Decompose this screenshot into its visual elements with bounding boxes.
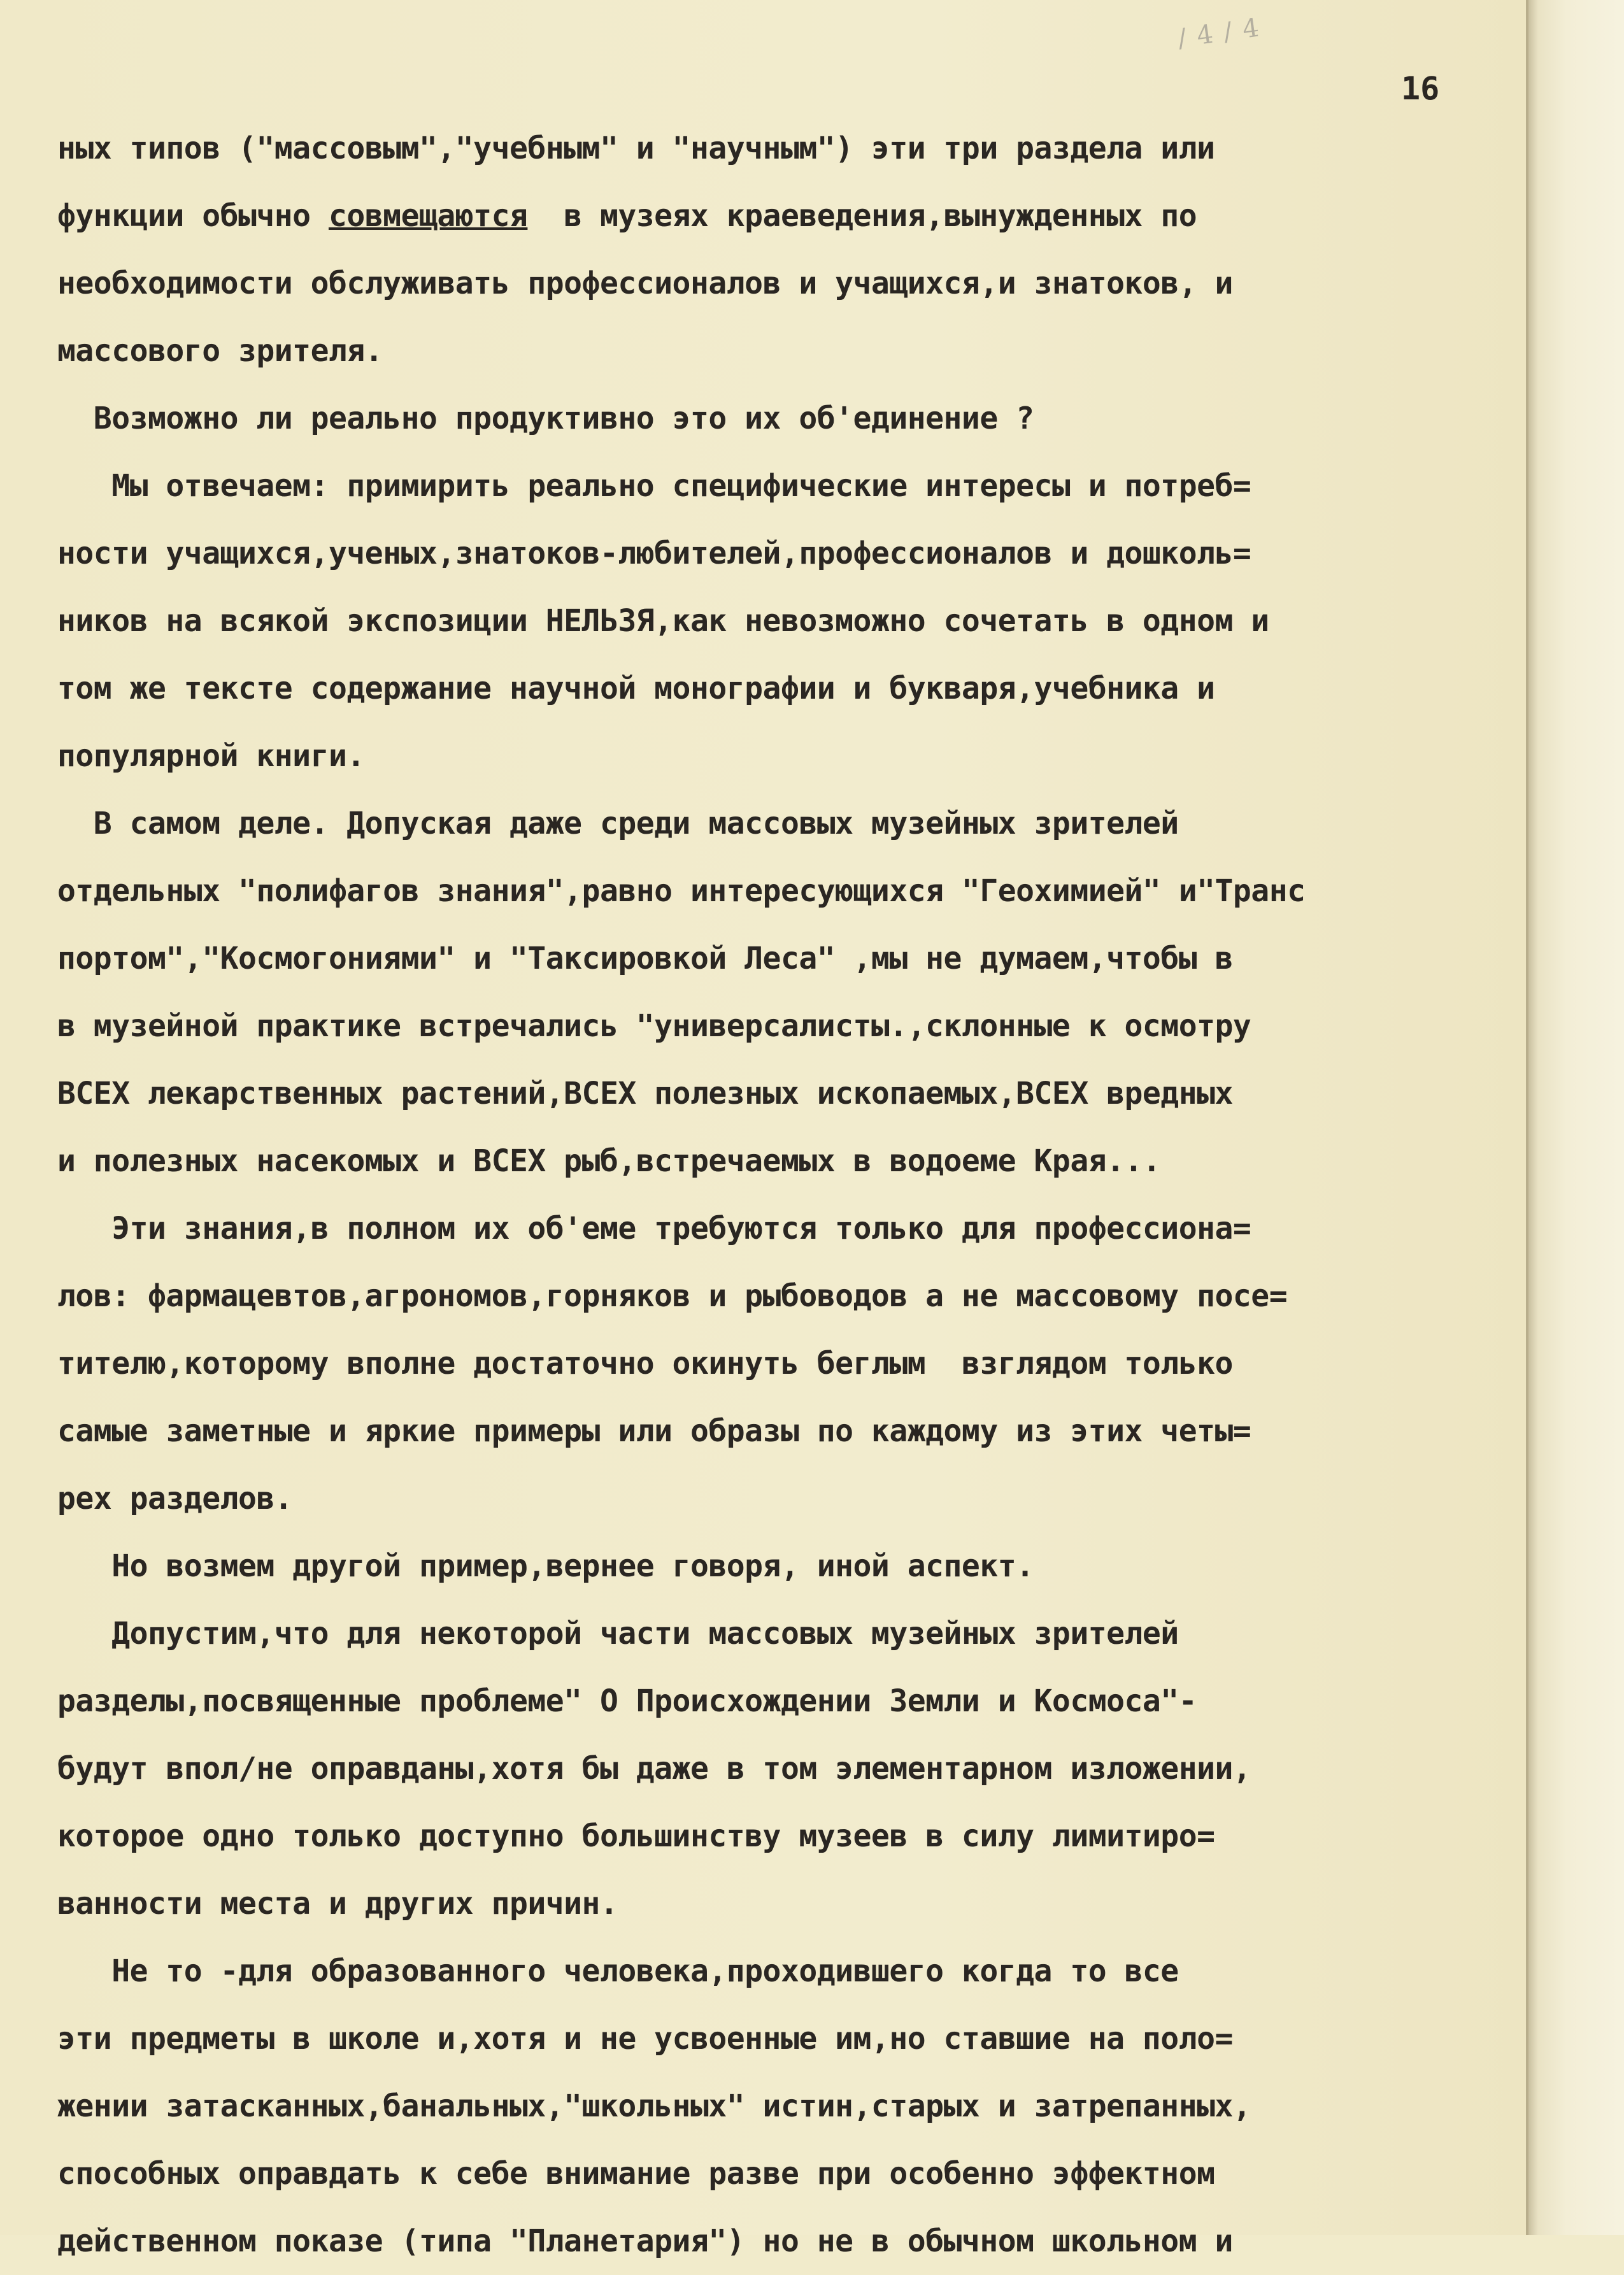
text-line: способных оправдать к себе внимание разве при особенно эффектном xyxy=(57,2156,1215,2192)
text-line: Не то -для образованного человека,проходившего когда то все xyxy=(57,1953,1179,1989)
text-line xyxy=(57,182,1522,250)
text-line: Но возмем другой пример,вернее говоря, иной аспект. xyxy=(57,1548,1034,1584)
underlined-word: совмещаются xyxy=(328,198,528,234)
text-line: самые заметные и яркие примеры или образы по каждому из этих четы= xyxy=(57,1413,1251,1449)
text-line: массового зрителя. xyxy=(57,333,383,369)
text-segment: функции обычно xyxy=(57,198,329,234)
text-line: жении затасканных,банальных,"школьных" истин,старых и затрепанных, xyxy=(57,2088,1251,2124)
text-line: лов: фармацевтов,агрономов,горняков и рыбоводов а не массовому посе= xyxy=(57,1278,1288,1314)
stamp-text: / 4 / 4 xyxy=(1176,13,1262,53)
typewritten-text xyxy=(57,115,1522,2275)
paper-edge xyxy=(1528,0,1624,2235)
text-line: Мы отвечаем: примирить реально специфические интересы и потреб= xyxy=(57,468,1251,504)
text-line: Возможно ли реально продуктивно это их об'единение ? xyxy=(57,401,1034,436)
text-line: Допустим,что для некоторой части массовых музейных зрителей xyxy=(57,1616,1179,1651)
text-line: тителю,которому вполне достаточно окинуть беглым взглядом только xyxy=(57,1346,1233,1381)
text-segment: в музеях краеведения,вынужденных по xyxy=(527,198,1197,234)
text-line: разделы,посвященные проблеме" О Происхождении Земли и Космоса"- xyxy=(57,1683,1197,1719)
text-line: Эти знания,в полном их об'еме требуются только для профессиона= xyxy=(57,1211,1251,1246)
text-line: которое одно только доступно большинству музеев в силу лимитиро= xyxy=(57,1818,1215,1854)
text-line: ности учащихся,ученых,знатоков-любителей,профессионалов и дошколь= xyxy=(57,536,1251,571)
text-line: рех разделов. xyxy=(57,1481,293,1516)
text-line: портом","Космогониями" и "Таксировкой Леса" ,мы не думаем,чтобы в xyxy=(57,941,1233,976)
text-line: том же тексте содержание научной монографии и букваря,учебника и xyxy=(57,671,1215,706)
text-line: ных типов ("массовым","учебным" и "научным") эти три раздела или xyxy=(57,131,1215,166)
text-line: необходимости обслуживать профессионалов и учащихся,и знатоков, и xyxy=(57,266,1233,301)
text-line: действенном показе (типа "Планетария") но не в обычном школьном и xyxy=(57,2223,1233,2259)
text-line: эти предметы в школе и,хотя и не усвоенные им,но ставшие на поло= xyxy=(57,2021,1233,2057)
text-line: В самом деле. Допуская даже среди массовых музейных зрителей xyxy=(57,806,1179,841)
text-line: ванности места и других причин. xyxy=(57,1886,618,1922)
text-line: ников на всякой экспозиции НЕЛЬЗЯ,как невозможно сочетать в одном и xyxy=(57,603,1269,639)
page-number: 16 xyxy=(1401,70,1440,107)
text-line: будут впол/не оправданы,хотя бы даже в том элементарном изложении, xyxy=(57,1751,1251,1786)
text-line: и полезных насекомых и ВСЕХ рыб,встречаемых в водоеме Края... xyxy=(57,1143,1161,1179)
text-line: популярной книги. xyxy=(57,738,365,774)
text-line: отдельных "полифагов знания",равно интересующихся "Геохимией" и"Транс xyxy=(57,873,1306,909)
text-line: ВСЕХ лекарственных растений,ВСЕХ полезных ископаемых,ВСЕХ вредных xyxy=(57,1076,1233,1111)
text-line: в музейной практике встречались "универсалисты.,склонные к осмотру xyxy=(57,1008,1251,1044)
